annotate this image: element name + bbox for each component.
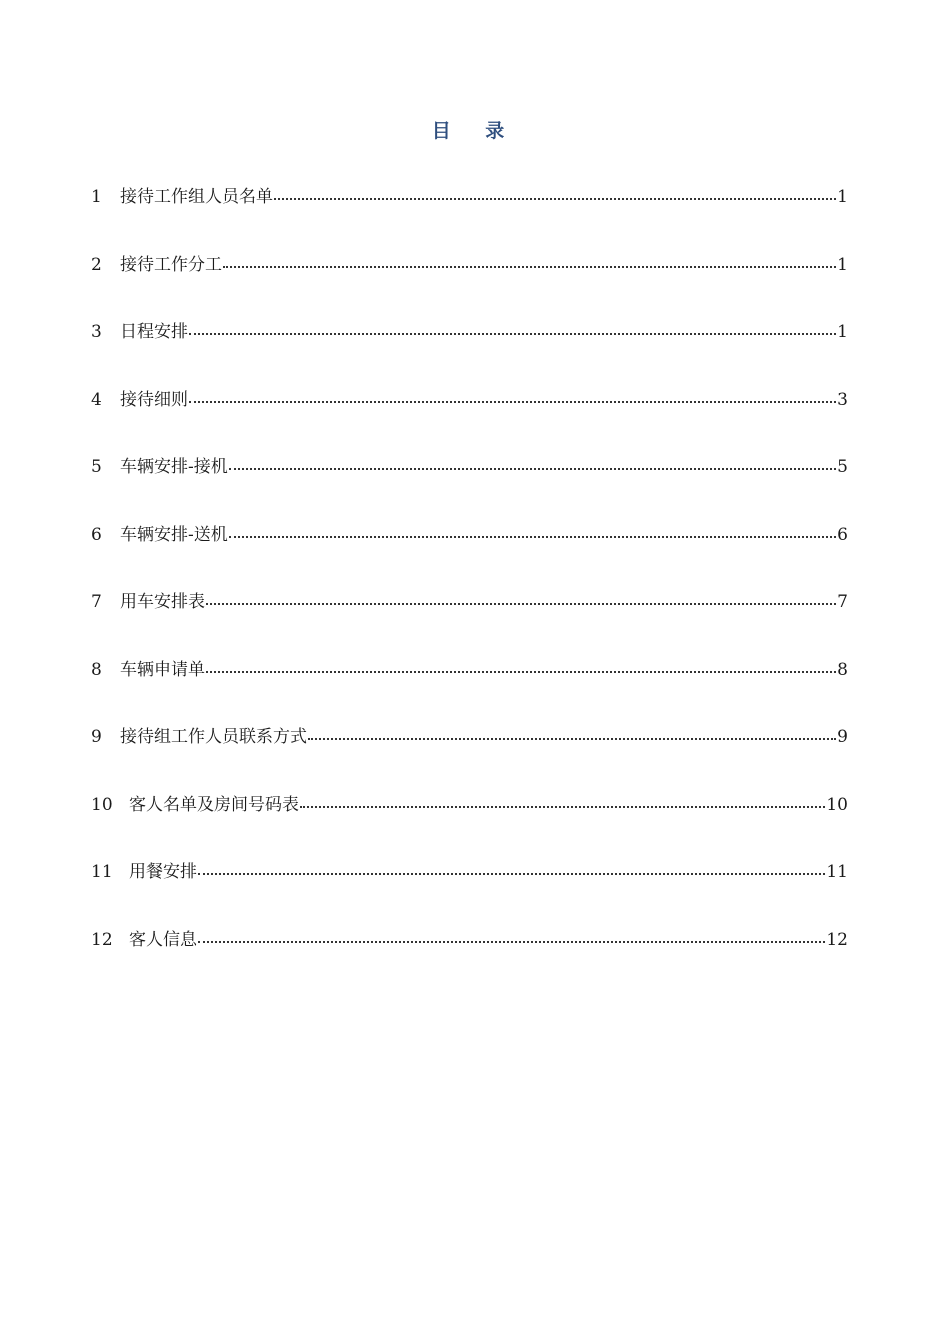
toc-title: 目 录 <box>431 120 519 142</box>
toc-entry[interactable] <box>91 387 848 455</box>
toc-entry[interactable] <box>91 927 848 995</box>
toc-entry-page: 11 <box>826 862 848 882</box>
toc-entry[interactable] <box>91 792 848 860</box>
toc-entry-number: 6 <box>91 524 102 545</box>
toc-entry-page: 1 <box>837 187 848 207</box>
toc-entry-number: 7 <box>91 592 102 612</box>
toc-entry-page: 7 <box>837 592 848 612</box>
toc-leader-dots <box>189 319 836 337</box>
toc-entry-number: 1 <box>91 187 102 207</box>
toc-entry-number: 2 <box>91 254 102 275</box>
toc-entry-label: 客人名单及房间号码表 <box>129 794 299 815</box>
toc-entry-label: 用车安排表 <box>120 592 205 612</box>
toc-entry-number: 12 <box>91 929 113 950</box>
toc-entry[interactable] <box>91 522 848 590</box>
toc-entry-label: 日程安排 <box>120 322 188 342</box>
toc-entry-page: 10 <box>826 794 848 815</box>
toc-entry-label: 用餐安排 <box>129 862 197 882</box>
toc-entry-label: 客人信息 <box>129 929 197 950</box>
toc-leader-dots <box>206 657 836 675</box>
toc-leader-dots <box>229 522 836 540</box>
toc-entry[interactable] <box>91 724 848 792</box>
toc-entry-page: 1 <box>837 254 848 275</box>
toc-entry[interactable] <box>91 657 848 725</box>
toc-leader-dots <box>198 927 825 945</box>
toc-entry-label: 接待细则 <box>120 389 188 410</box>
toc-entry-page: 1 <box>837 322 848 342</box>
toc-entry[interactable] <box>91 184 848 252</box>
toc-entry-number: 4 <box>91 389 102 410</box>
toc-entry-label: 接待工作分工 <box>120 254 222 275</box>
toc-leader-dots <box>198 859 825 877</box>
toc-entry-number: 5 <box>91 457 102 477</box>
toc-entry-page: 12 <box>826 929 848 950</box>
toc-entry[interactable] <box>91 859 848 927</box>
toc-entry-number: 3 <box>91 322 102 342</box>
toc-entry-page: 8 <box>837 659 848 680</box>
toc-entry[interactable] <box>91 319 848 387</box>
toc-entry-label: 车辆安排-接机 <box>120 457 228 477</box>
toc-leader-dots <box>229 454 836 472</box>
toc-entry-label: 车辆安排-送机 <box>120 524 228 545</box>
toc-entry-label: 接待组工作人员联系方式 <box>120 727 307 747</box>
toc-entry-page: 6 <box>837 524 848 545</box>
toc-leader-dots <box>206 589 836 607</box>
toc-entry-number: 11 <box>91 862 113 882</box>
toc-leader-dots <box>189 387 836 405</box>
toc-entry-label: 车辆申请单 <box>120 659 205 680</box>
toc-entry-page: 3 <box>837 389 848 410</box>
toc-leader-dots <box>274 184 836 202</box>
toc-entry-label: 接待工作组人员名单 <box>120 187 273 207</box>
toc-leader-dots <box>223 252 836 270</box>
toc-entry-number: 10 <box>91 794 113 815</box>
toc-entry[interactable] <box>91 454 848 522</box>
toc-leader-dots <box>300 792 825 810</box>
toc-entry[interactable] <box>91 252 848 320</box>
toc-entry-number: 8 <box>91 659 102 680</box>
toc-entry-number: 9 <box>91 727 102 747</box>
toc-entry-page: 9 <box>837 727 848 747</box>
toc-leader-dots <box>308 724 836 742</box>
toc-entry-page: 5 <box>837 457 848 477</box>
toc-list <box>91 184 848 994</box>
toc-entry[interactable] <box>91 589 848 657</box>
